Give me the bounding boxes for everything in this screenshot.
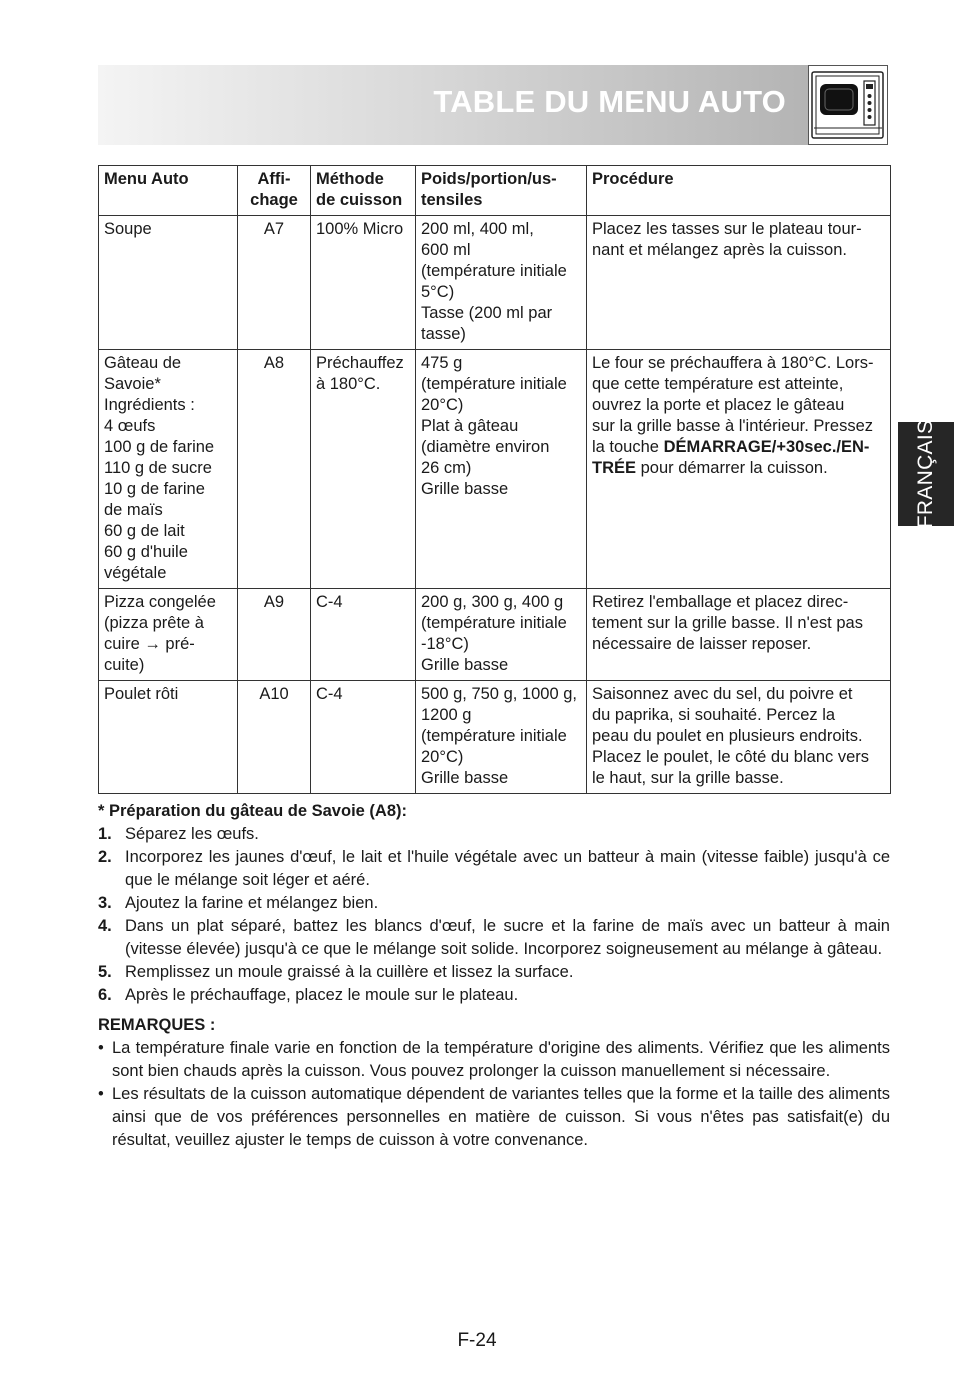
step-text: Après le préchauffage, placez le moule sur le plateau. [125,986,519,1004]
cell-display: A10 [238,681,311,794]
cell-display: A8 [238,350,311,589]
cell-procedure [587,589,891,681]
table-row [99,216,891,350]
microwave-icon [808,65,888,145]
step-number: 6. [98,986,112,1004]
step-text: Séparez les œufs. [125,825,259,843]
preparation-heading: * Préparation du gâteau de Savoie (A8): [98,802,407,820]
procedure-text: Saisonnez avec du sel, du poivre et du paprika, si souhaité. Percez la peau du poulet en plusieurs endroits. Placez le poulet, le côté du blanc vers le haut, sur la grille basse. [592,685,869,787]
header-method: Méthode de cuisson [311,166,416,216]
page-title: TABLE DU MENU AUTO [433,84,786,119]
step-text: Ajoutez la farine et mélangez bien. [125,894,379,912]
cell-method: C-4 [311,681,416,794]
cell-menu: Poulet rôti [99,681,238,794]
step-item [98,846,890,892]
header-banner [98,65,808,145]
cell-procedure [587,681,891,794]
step-text: Incorporez les jaunes d'œuf, le lait et l'huile végétale avec un batteur à main (vitesse faible) jusqu'à ce que le mélange soit léger et aéré. [125,848,890,889]
procedure-text: Le four se préchauffera à 180°C. Lors- que cette température est atteinte, ouvrez la porte et placez le gâteau sur la grille basse à l'intérieur. Pressez la touche [592,354,874,456]
cell-menu: Soupe [99,216,238,350]
procedure-text: Retirez l'emballage et placez direc- tement sur la grille basse. Il n'est pas nécessaire de laisser reposer. [592,593,863,653]
step-item [98,823,890,846]
cell-procedure [587,350,891,589]
step-text: Remplissez un moule graissé à la cuillère et lissez la surface. [125,963,574,981]
cell-weight: 475 g (température initiale 20°C) Plat à gâteau (diamètre environ 26 cm) Grille basse [416,350,587,589]
cell-weight: 200 g, 300 g, 400 g (température initiale -18°C) Grille basse [416,589,587,681]
auto-menu-table [98,165,891,794]
language-tab [898,419,954,529]
step-item [98,984,890,1007]
table-row [99,350,891,589]
header-weight: Poids/portion/us- tensiles [416,166,587,216]
step-item [98,961,890,984]
step-number: 3. [98,894,112,912]
remark-text: La température finale varie en fonction de la température d'origine des aliments. Vérifiez que les aliments sont bien chauds après la cuisson. Vous pouvez prolonger la cuisson manuellement si nécessaire. [112,1039,890,1080]
cell-weight: 200 ml, 400 ml, 600 ml (température initiale 5°C) Tasse (200 ml par tasse) [416,216,587,350]
header-menu-auto: Menu Auto [99,166,238,216]
header-display: Affi- chage [238,166,311,216]
remark-item [98,1083,890,1152]
cell-menu: Pizza congelée (pizza prête à cuire → pré- cuite) [99,589,238,681]
cell-method: 100% Micro [311,216,416,350]
step-item [98,892,890,915]
remarks-heading: REMARQUES : [98,1016,216,1034]
preparation-steps [98,823,890,1007]
bullet-icon: • [98,1039,104,1057]
step-number: 1. [98,825,112,843]
remarks-list [98,1037,890,1152]
step-text: Dans un plat séparé, battez les blancs d'œuf, le sucre et la farine de maïs avec un batteur à main (vitesse élevée) jusqu'à ce que le mélange soit solide. Incorporez soigneusement au mélange à gâteau. [125,917,890,958]
cell-method: Préchauffez à 180°C. [311,350,416,589]
cell-display: A7 [238,216,311,350]
step-number: 4. [98,917,112,935]
notes-section [98,800,890,1152]
table-row [99,681,891,794]
remark-text: Les résultats de la cuisson automatique dépendent de variantes telles que la forme et la taille des aliments ainsi que de vos préférences personnelles en matière de cuisson. Si vous n'êtes pas satisfait(e) du résultat, veuillez ajuster le temps de cuisson à votre convenance. [112,1085,890,1149]
cell-method: C-4 [311,589,416,681]
step-item [98,915,890,961]
table-row [99,589,891,681]
step-number: 2. [98,848,112,866]
cell-display: A9 [238,589,311,681]
bullet-icon: • [98,1085,104,1103]
table-header-row [99,166,891,216]
cell-weight: 500 g, 750 g, 1000 g, 1200 g (température initiale 20°C) Grille basse [416,681,587,794]
cell-procedure [587,216,891,350]
language-label: FRANÇAIS [914,419,937,529]
remark-item [98,1037,890,1083]
procedure-text-end: pour démarrer la cuisson. [636,459,828,477]
cell-menu: Gâteau de Savoie* Ingrédients : 4 œufs 100 g de farine 110 g de sucre 10 g de farine de maïs 60 g de lait 60 g d'huile végétale [99,350,238,589]
page-number: F-24 [457,1330,497,1351]
start-button-label: DÉMARRAGE/+30sec./EN- TRÉE [592,438,870,477]
step-number: 5. [98,963,112,981]
header-procedure: Procédure [587,166,891,216]
procedure-text: Placez les tasses sur le plateau tour- nant et mélangez après la cuisson. [592,220,862,259]
